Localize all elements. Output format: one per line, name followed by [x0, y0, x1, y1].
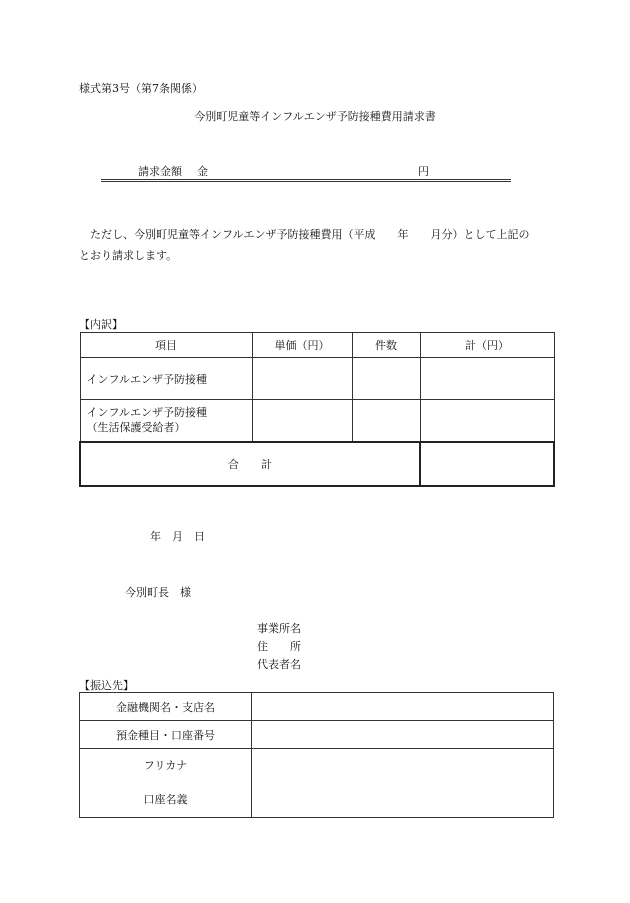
- total-label: 合 計: [80, 442, 420, 486]
- billing-amount-prefix: 金: [197, 165, 208, 178]
- account-name-label-cell: [80, 749, 252, 818]
- bank-branch-label: 金融機関名・支店名: [80, 693, 252, 721]
- amount-underline-double: [101, 181, 511, 182]
- row-item-influenza: インフルエンザ予防接種: [80, 358, 252, 400]
- breakdown-header-row: [80, 333, 554, 358]
- billing-amount-row: [101, 163, 511, 181]
- representative-label: 代表者名: [257, 658, 301, 671]
- total-amount-cell[interactable]: [420, 442, 554, 486]
- total-row: [80, 442, 554, 486]
- addressee: 今別町長 様: [125, 586, 191, 599]
- row-unit-price-cell[interactable]: [252, 358, 352, 400]
- transfer-section-label: 【振込先】: [79, 679, 134, 692]
- sender-block: [257, 620, 301, 674]
- header-item: 項目: [80, 333, 252, 358]
- furigana-label: フリカナ: [143, 759, 188, 772]
- row-item-line-1: インフルエンザ予防接種: [86, 406, 208, 420]
- row-item-line-2: （生活保護受給者）: [86, 421, 186, 435]
- billing-amount-label: 請求金額: [138, 165, 182, 178]
- row-subtotal-cell[interactable]: [420, 400, 554, 442]
- header-subtotal: 計（円）: [420, 333, 554, 358]
- billing-amount-unit: 円: [418, 165, 429, 178]
- document-title: 今別町児童等インフルエンザ予防接種費用請求書: [194, 110, 436, 123]
- breakdown-section-label: 【内訳】: [79, 318, 123, 331]
- breakdown-table: [79, 332, 555, 487]
- address-label: 住 所: [257, 640, 301, 653]
- table-row: [80, 721, 554, 749]
- row-count-cell[interactable]: [352, 358, 420, 400]
- request-statement: [79, 224, 553, 266]
- table-row: [80, 749, 554, 818]
- header-unit-price: 単価（円）: [252, 333, 352, 358]
- account-type-number-label: 預金種目・口座番号: [80, 721, 252, 749]
- date-line: 年 月 日: [150, 530, 205, 543]
- bank-branch-field[interactable]: [252, 693, 554, 721]
- table-row: [80, 358, 554, 400]
- transfer-table: [79, 692, 554, 818]
- account-type-number-field[interactable]: [252, 721, 554, 749]
- office-name-label: 事業所名: [257, 622, 301, 635]
- table-row: [80, 693, 554, 721]
- table-row: [80, 400, 554, 442]
- row-unit-price-cell[interactable]: [252, 400, 352, 442]
- row-subtotal-cell[interactable]: [420, 358, 554, 400]
- request-statement-line-2: とおり請求します。: [79, 249, 178, 262]
- account-name-label: 口座名義: [143, 793, 188, 806]
- form-number: 様式第3号（第7条関係）: [79, 82, 203, 95]
- row-count-cell[interactable]: [352, 400, 420, 442]
- amount-underline: [101, 179, 511, 180]
- request-statement-line-1: ただし、今別町児童等インフルエンザ予防接種費用（平成 年 月分）として上記の: [90, 228, 530, 241]
- account-name-field[interactable]: [252, 749, 554, 818]
- header-count: 件数: [352, 333, 420, 358]
- row-item-influenza-welfare: [80, 400, 252, 442]
